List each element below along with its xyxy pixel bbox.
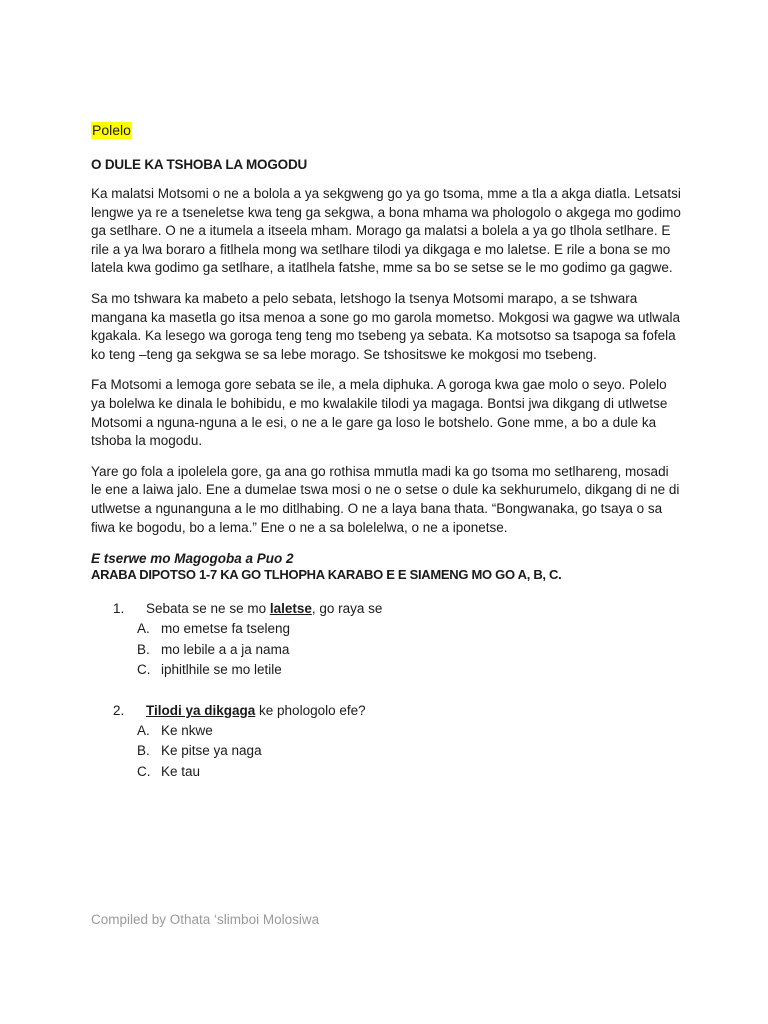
question-2 (91, 701, 681, 783)
question-text (146, 701, 366, 721)
instruction-heading: ARABA DIPOTSO 1-7 KA GO TLHOPHA KARABO E E SIAMENG MO GO A, B, C. (91, 567, 562, 583)
option-a[interactable] (137, 619, 681, 640)
story-paragraph-2: Sa mo tshwara ka mabeto a pelo sebata, letshogo la tsenya Motsomi marapo, a se tshwara mangana ka masetla go itsa menoa a sone go mo garola mometso. Mokgosi wa gagwe wa utlwala kgakala. Ka lesego wa goroga teng teng mo tsebeng ya sebata. Ka motsotso sa tsapoga sa fofela ko teng –teng ga sekgwa se sa lebe morago. Se tshositswe ke mokgosi mo tsebeng. (91, 290, 681, 362)
option-text: iphitlhile se mo letile (161, 662, 282, 678)
story-paragraph-3: Fa Motsomi a lemoga gore sebata se ile, a mela diphuka. A goroga kwa gae molo o seyo. Polelo ya bolelwa ke dinala le bohibidu, e mo kwalakile tilodi ya magaga. Bontsi jwa dikgang di utlwetse Motsomi a nguna-nguna a le esi, o ne a le gare ga loso le botshelo. Gone mme, a bo a dule ka tshoba la mogodu. (91, 377, 668, 449)
option-c[interactable] (137, 660, 681, 681)
question-1 (91, 599, 681, 681)
story-title: O DULE KA TSHOBA LA MOGODU (91, 157, 308, 172)
page-footer: Compiled by Othata ‘slimboi Molosiwa (91, 912, 320, 927)
option-text: Ke tau (161, 763, 201, 779)
story-paragraph-1: Ka malatsi Motsomi o ne a bolola a ya sekgweng go ya go tsoma, mme a tla a akga diatla. Letsatsi lengwe ya re a tseneletse kwa teng ga sekgwa, a bona mhama wa phologolo o akgega mo godimo ga setlhare. O ne a itumela a itseela mham. Morago ga malatsi a bolela a ya go tlhola setlhare. E rile a ya lwa boraro a fitlhela mong wa setlhare tilodi ya dikgaga e mo laletse. E rile a bona se mo latela kwa godimo ga setlhare, a itatlhela fatshe, mme sa bo se setse se le mo godimo ga gagwe. (91, 186, 681, 276)
option-b[interactable] (137, 640, 681, 661)
question-number: 2. (113, 702, 125, 718)
question-text (146, 599, 382, 619)
question-text-after: ke phologolo efe? (255, 702, 366, 718)
option-b[interactable] (137, 741, 681, 762)
option-letter: B. (137, 641, 150, 657)
question-keyword: laletse (269, 601, 312, 617)
source-note: E tserwe mo Magogoba a Puo 2 (91, 551, 294, 567)
story-paragraph-4: Yare go fola a ipolelela gore, ga ana go rothisa mmutla madi ka go tsoma mo setlhareng, mosadi le ene a laiwa jalo. Ene a dumelae tswa mosi o ne o setse o dule ka sekhurumelo, dikgang di ne di utlwetse a ngunanguna a le mo ditlhabing. O ne a laya bana thata. “Bongwanaka, go tsaya o sa fiwa ke bogodu, bo a lema.” Ene o ne a sa bolelelwa, o ne a iponetse. (91, 463, 680, 535)
question-text-before: Sebata se ne se mo (146, 601, 270, 617)
option-letter: C. (137, 763, 151, 779)
question-list (91, 599, 681, 782)
section-label: Polelo (92, 122, 131, 138)
document-body (91, 122, 681, 802)
option-letter: A. (137, 621, 150, 637)
options-list (91, 721, 681, 783)
option-c[interactable] (137, 762, 681, 783)
option-a[interactable] (137, 721, 681, 742)
option-letter: A. (137, 722, 150, 738)
option-text: mo emetse fa tseleng (161, 621, 291, 637)
option-text: mo lebile a a ja nama (161, 641, 290, 657)
question-keyword: Tilodi ya dikgaga (146, 702, 256, 718)
option-text: Ke nkwe (161, 722, 213, 738)
question-number: 1. (113, 601, 125, 617)
options-list (91, 619, 681, 681)
option-text: Ke pitse ya naga (161, 743, 262, 759)
option-letter: B. (137, 743, 150, 759)
option-letter: C. (137, 662, 151, 678)
question-text-after: , go raya se (311, 601, 383, 617)
